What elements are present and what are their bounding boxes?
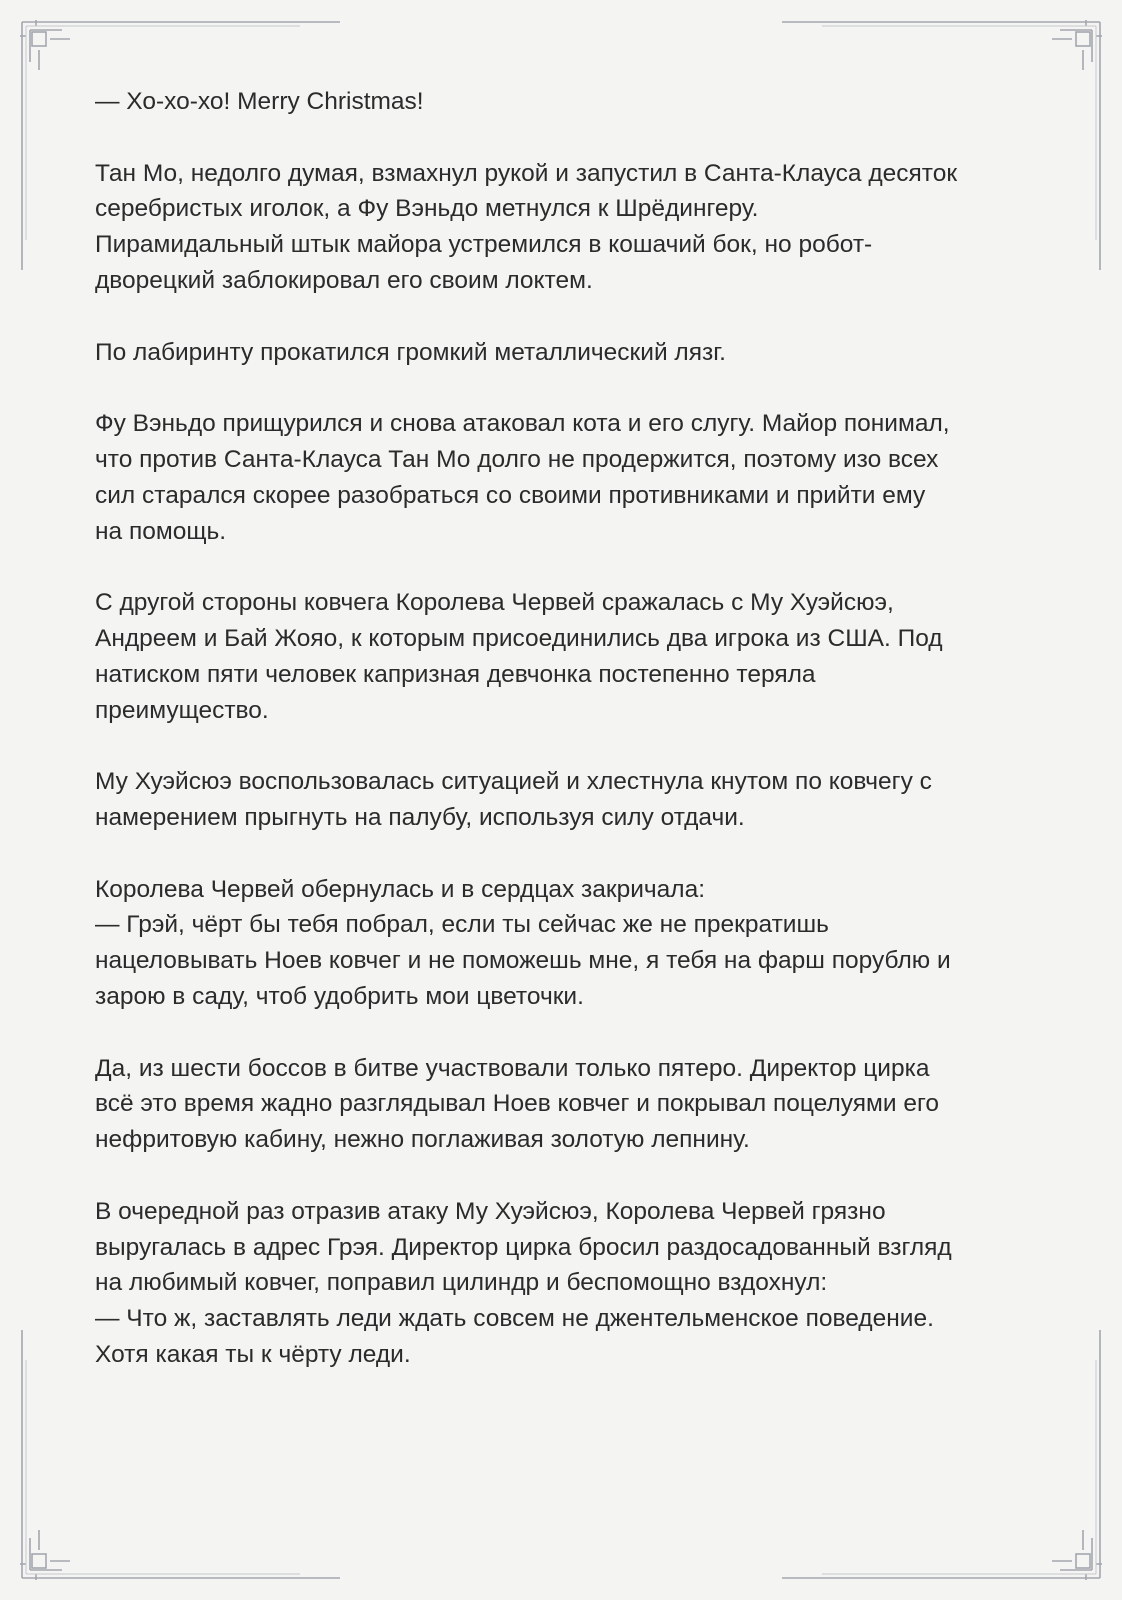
text-line: — Что ж, заставлять леди ждать совсем не джентельменское поведение. [95, 1305, 934, 1333]
text-line: на любимый ковчег, поправил цилиндр и беспомощно вздохнул: [95, 1269, 828, 1297]
text-line: серебристых иголок, а Фу Вэньдо метнулся к Шрёдингеру. [95, 195, 759, 223]
paragraph-8 [95, 1051, 1035, 1158]
text-line: Королева Червей обернулась и в сердцах закричала: [95, 875, 706, 903]
text-line: Фу Вэньдо прищурился и снова атаковал кота и его слугу. Майор понимал, [95, 410, 950, 438]
text-line: С другой стороны ковчега Королева Червей сражалась с Му Хуэйсюэ, [95, 589, 894, 617]
paragraph-6 [95, 764, 1035, 836]
text-line: сил старался скорее разобраться со своими противниками и прийти ему [95, 481, 926, 509]
text-line: Пирамидальный штык майора устремился в кошачий бок, но робот- [95, 231, 873, 259]
text-line: преимущество. [95, 696, 269, 724]
paragraph-2 [95, 156, 1035, 299]
text-line: нефритовую кабину, нежно поглаживая золотую лепнину. [95, 1126, 750, 1154]
text-line: Му Хуэйсюэ воспользовалась ситуацией и хлестнула кнутом по ковчегу с [95, 768, 932, 796]
text-line: Тан Мо, недолго думая, взмахнул рукой и запустил в Санта-Клауса десяток [95, 159, 958, 187]
story-text [95, 84, 1035, 1408]
paragraph-3 [95, 335, 1035, 371]
text-line: выругалась в адрес Грэя. Директор цирка бросил раздосадованный взгляд [95, 1233, 952, 1261]
text-line: Да, из шести боссов в битве участвовали только пятеро. Директор цирка [95, 1054, 930, 1082]
text-line: нацеловывать Ноев ковчег и не поможешь мне, я тебя на фарш порублю и [95, 947, 951, 975]
paragraph-4 [95, 406, 1035, 549]
text-line: — Грэй, чёрт бы тебя побрал, если ты сейчас же не прекратишь [95, 911, 829, 939]
text-line: что против Санта-Клауса Тан Мо долго не продержится, поэтому изо всех [95, 445, 939, 473]
text-line: зарою в саду, чтоб удобрить мои цветочки. [95, 982, 584, 1010]
text-line: В очередной раз отразив атаку Му Хуэйсюэ, Королева Червей грязно [95, 1197, 886, 1225]
text-line: По лабиринту прокатился громкий металлический лязг. [95, 338, 726, 366]
text-line: натиском пяти человек капризная девчонка постепенно теряла [95, 660, 816, 688]
text-line: дворецкий заблокировал его своим локтем. [95, 266, 593, 294]
text-line: — Хо-хо-хо! Merry Christmas! [95, 88, 424, 115]
text-line: на помощь. [95, 517, 227, 545]
paragraph-7 [95, 872, 1035, 1015]
text-line: всё это время жадно разглядывал Ноев ковчег и покрывал поцелуями его [95, 1090, 939, 1118]
paragraph-9 [95, 1194, 1035, 1373]
paragraph-5 [95, 585, 1035, 728]
text-line: Хотя какая ты к чёрту леди. [95, 1340, 411, 1368]
text-line: Андреем и Бай Жояо, к которым присоединились два игрока из США. Под [95, 624, 943, 652]
text-line: намерением прыгнуть на палубу, используя силу отдачи. [95, 803, 745, 831]
paragraph-1 [95, 84, 1035, 120]
